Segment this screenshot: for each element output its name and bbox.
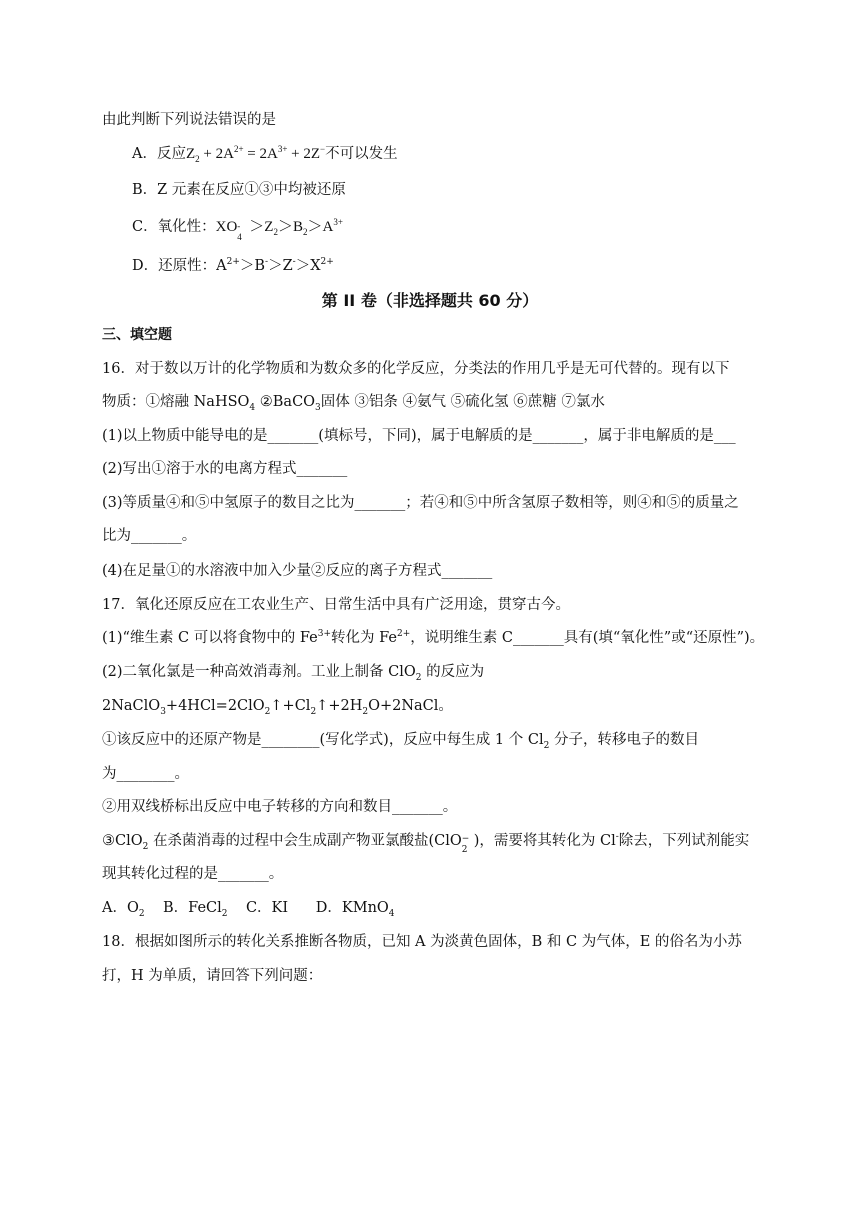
part2-title: 第 II 卷（非选择题共 60 分）	[321, 291, 539, 310]
option-a: A．反应$Z_2 + 2A^{2+} = 2A^{3+} + 2Z^-$不可以发生	[132, 144, 398, 164]
q16-part4: (4)在足量①的水溶液中加入少量②反应的离子方程式_______	[102, 563, 493, 579]
q18-stem-cont: 打，H 为单质，请回答下列问题：	[102, 968, 323, 984]
q17-sub2: ②用双线桥标出反应中电子转移的方向和数目_______。	[102, 799, 458, 815]
option-c: C．氧化性：XO - 4 $>Z_2>B_2>A^{3+}$	[132, 217, 343, 242]
q16-part3-cont: 比为_______。	[102, 528, 197, 544]
q17-part2: (2)二氧化氯是一种高效消毒剂。工业上制备 ClO$_2$ 的反应为	[102, 664, 485, 683]
q17-sub1: ①该反应中的还原产物是________(写化学式)，反应中每生成 1 个 $Cl_2$ 分子，转移电子的数目	[102, 732, 699, 751]
q16-stem: 16．对于数以万计的化学物质和为数众多的化学反应，分类法的作用几乎是无可代替的。现有以下	[102, 361, 730, 377]
section-heading: 三、填空题	[102, 327, 172, 343]
q17-options: A．$O_2$ B．FeCl$_2$ C．KI D．KMnO$_4$	[102, 900, 395, 919]
q17-sub1-cont: 为________。	[102, 766, 189, 782]
q16-part3: (3)等质量④和⑤中氢原子的数目之比为_______；若④和⑤中所含氢原子数相等，则④和⑤的质量之	[102, 495, 739, 511]
q17-equation: $2NaClO_3+4HCl=2ClO_2↑+Cl_2↑+2H_2O+2NaCl$。	[102, 698, 453, 717]
q17-sub3: ③ClO$_2$ 在杀菌消毒的过程中会生成副产物亚氯酸盐(ClO − 2 )，需要将其转化为 Cl-除去，下列试剂能实	[102, 832, 750, 855]
q17-part1: (1)“维生素 C 可以将食物中的 $Fe^{3+}$转化为 $Fe^{2+}$，说明维生素 C_______具有(填“氧化性”或“还原性”)。	[102, 629, 765, 646]
equation-a: $Z_2 + 2A^{2+} = 2A^{3+} + 2Z^-$	[185, 144, 326, 164]
q16-part1: (1)以上物质中能导电的是_______(填标号，下同)，属于电解质的是_______，属于非电解质的是___	[102, 428, 736, 444]
q16-part2: (2)写出①溶于水的电离方程式_______	[102, 461, 348, 477]
q17-stem: 17．氧化还原反应在工农业生产、日常生活中具有广泛用途，贯穿古今。	[102, 597, 570, 613]
intro-text: 由此判断下列说法错误的是	[102, 112, 276, 128]
q17-sub3-cont: 现其转化过程的是_______。	[102, 866, 284, 882]
q18-stem: 18．根据如图所示的转化关系推断各物质，已知 A 为淡黄色固体，B 和 C 为气体，E 的俗名为小苏	[102, 934, 742, 950]
q16-substances: 物质：①熔融 NaHSO$_4$ ②BaCO$_3$固体 ③铝条 ④氨气 ⑤硫化氢 ⑥蔗糖 ⑦氯水	[102, 394, 605, 413]
option-b: B．Z 元素在反应①③中均被还原	[132, 182, 346, 198]
option-d: D．还原性：$A^{2+}>B^->Z^->X^{2+}$	[132, 257, 334, 274]
